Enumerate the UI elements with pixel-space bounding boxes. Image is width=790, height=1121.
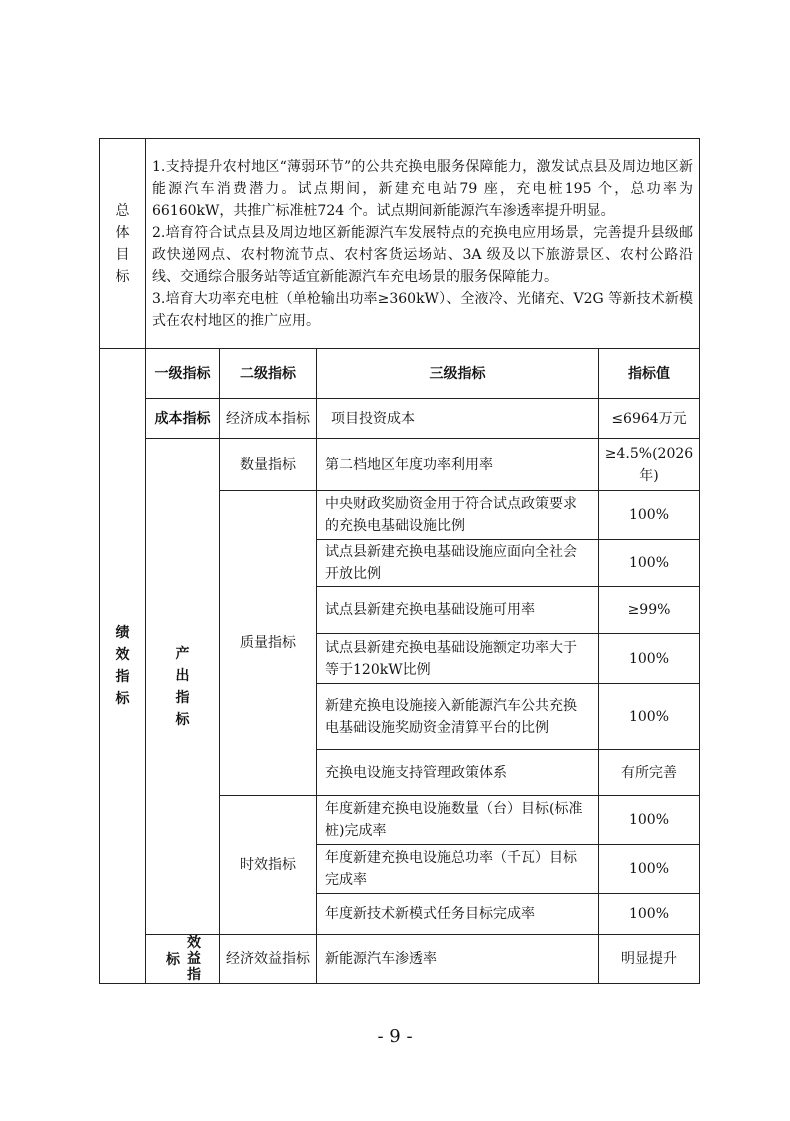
header-level3: 三级指标 xyxy=(317,349,599,399)
cost-row xyxy=(100,399,700,439)
quantity-level2: 数量指标 xyxy=(220,439,317,491)
header-row xyxy=(100,349,700,399)
overall-goals-label: 总 体 目 标 xyxy=(100,139,146,349)
quality-value: ≥99% xyxy=(599,587,700,634)
header-level2: 二级指标 xyxy=(220,349,317,399)
cost-value: ≤6964万元 xyxy=(599,399,700,439)
timeliness-level3: 年度新技术新模式任务目标完成率 xyxy=(317,894,599,935)
header-level1: 一级指标 xyxy=(146,349,220,399)
benefit-level2: 经济效益指标 xyxy=(220,935,317,984)
timeliness-value: 100% xyxy=(599,845,700,894)
timeliness-level3: 年度新建充换电设施总功率（千瓦）目标完成率 xyxy=(317,845,599,894)
header-value: 指标值 xyxy=(599,349,700,399)
quality-value: 100% xyxy=(599,684,700,750)
quality-value: 100% xyxy=(599,491,700,540)
quality-level3: 试点县新建充换电基础设施应面向全社会开放比例 xyxy=(317,540,599,587)
quality-level2: 质量指标 xyxy=(220,491,317,796)
timeliness-value: 100% xyxy=(599,894,700,935)
quality-level3: 新建充换电设施接入新能源汽车公共充换电基础设施奖励资金清算平台的比例 xyxy=(317,684,599,750)
page-number: - 9 - xyxy=(377,1026,413,1047)
benefit-value: 明显提升 xyxy=(599,935,700,984)
quality-value: 100% xyxy=(599,634,700,684)
benefit-row xyxy=(100,935,700,984)
benefit-level1: 效 益 指 标 xyxy=(146,935,220,984)
goal-item-3: 3.培育大功率充电桩（单枪输出功率≥360kW）、全液冷、光储充、V2G 等新技术新模式在农村地区的推广应用。 xyxy=(152,290,693,329)
quantity-level3: 第二档地区年度功率利用率 xyxy=(317,439,599,491)
quality-level3: 中央财政奖励资金用于符合试点政策要求的充换电基础设施比例 xyxy=(317,491,599,540)
quantity-value: ≥4.5%(2026年) xyxy=(599,439,700,491)
output-label: 产 出 指 标 xyxy=(146,439,220,935)
timeliness-value: 100% xyxy=(599,796,700,845)
cost-level1: 成本指标 xyxy=(146,399,220,439)
quality-value: 100% xyxy=(599,540,700,587)
goal-item-1: 1.支持提升农村地区“薄弱环节”的公共充换电服务保障能力，激发试点县及周边地区新能源汽车消费潜力。试点期间，新建充电站79 座，充电桩195 个，总功率为66160kW，共推广标准桩724 个。试点期间新能源汽车渗透率提升明显。 xyxy=(152,158,693,219)
cost-level2: 经济成本指标 xyxy=(220,399,317,439)
timeliness-level3: 年度新建充换电设施数量（台）目标(标准桩)完成率 xyxy=(317,796,599,845)
quality-level3: 试点县新建充换电基础设施可用率 xyxy=(317,587,599,634)
cost-level3: 项目投资成本 xyxy=(317,399,599,439)
performance-label: 绩 效 指 标 xyxy=(100,349,146,984)
benefit-level3: 新能源汽车渗透率 xyxy=(317,935,599,984)
overall-goals-row xyxy=(100,139,700,349)
quality-value: 有所完善 xyxy=(599,750,700,796)
quality-level3: 试点县新建充换电基础设施额定功率大于等于120kW比例 xyxy=(317,634,599,684)
performance-goals-table xyxy=(99,138,700,984)
overall-goals-text xyxy=(146,139,700,349)
quality-level3: 充换电设施支持管理政策体系 xyxy=(317,750,599,796)
goal-item-2: 2.培育符合试点县及周边地区新能源汽车发展特点的充换电应用场景，完善提升县级邮政快递网点、农村物流节点、农村客货运场站、3A 级及以下旅游景区、农村公路沿线、交通综合服务站等适宜新能源汽车充电场景的服务保障能力。 xyxy=(152,224,693,285)
timeliness-level2: 时效指标 xyxy=(220,796,317,935)
quantity-row xyxy=(100,439,700,491)
